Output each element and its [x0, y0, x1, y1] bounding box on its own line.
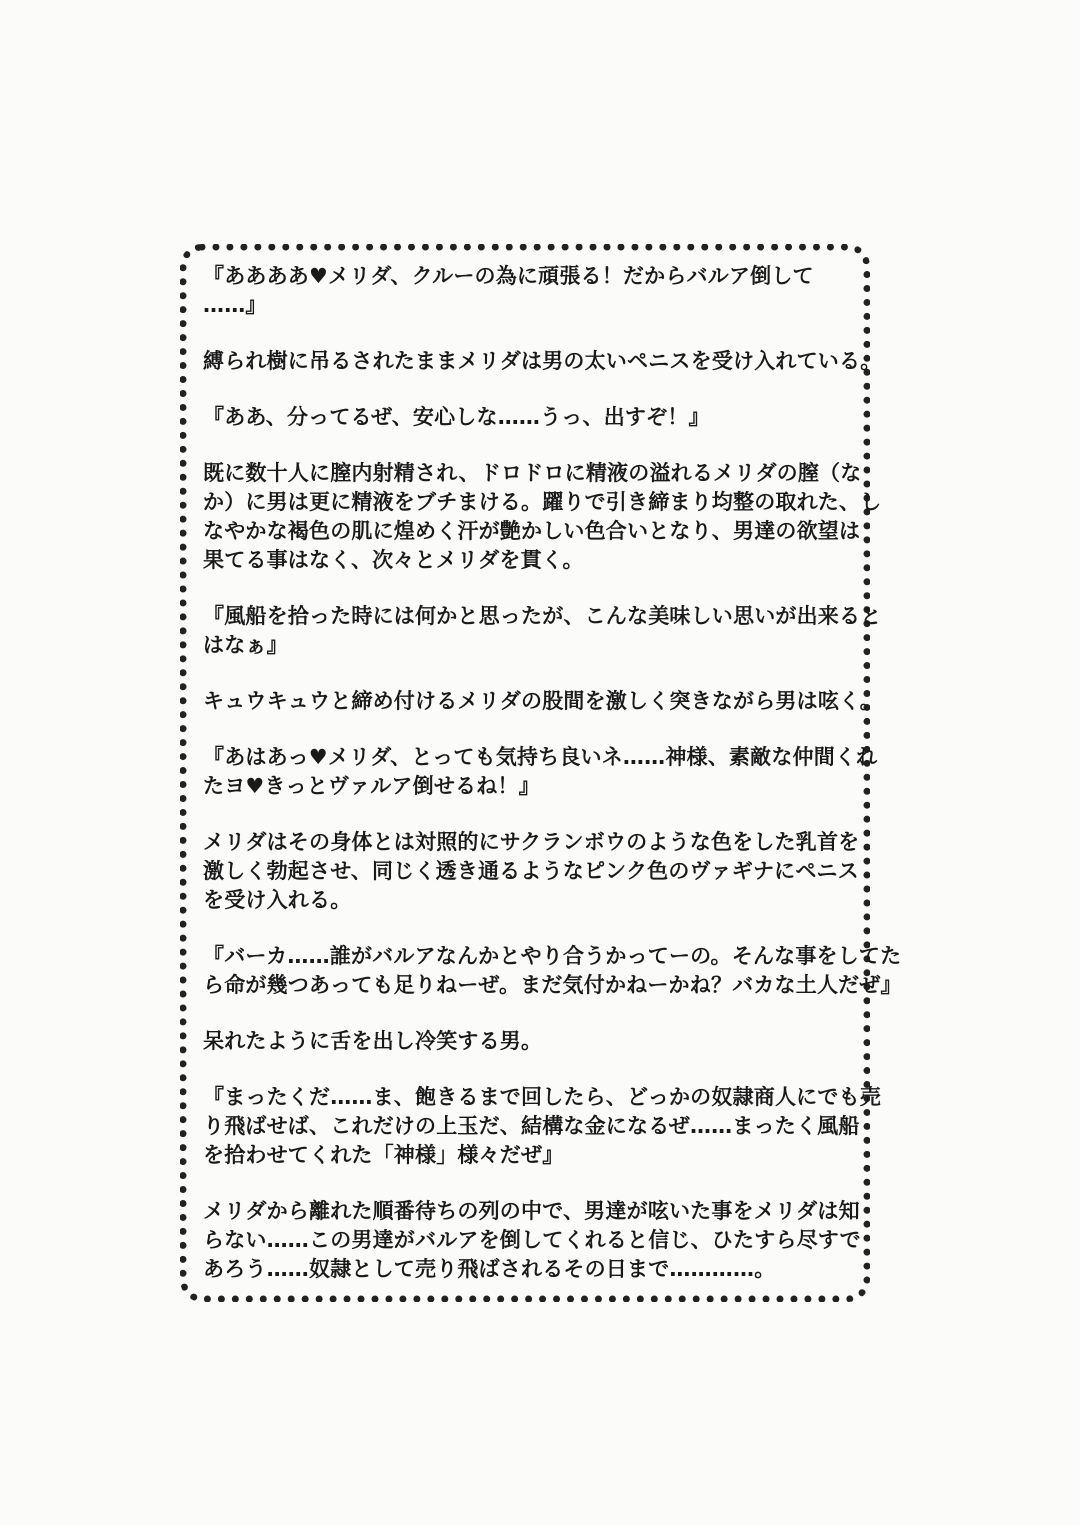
text-line: メリダから離れた順番待ちの列の中で、男達が呟いた事をメリダは知: [203, 1199, 860, 1223]
paragraph: [203, 1083, 881, 1170]
text-line: なやかな褐色の肌に煌めく汗が艶かしい色合いとなり、男達の欲望は: [203, 519, 861, 543]
text-line: を受け入れる。: [203, 888, 352, 912]
paragraph: [203, 1197, 863, 1284]
paragraph: [203, 828, 863, 915]
text-line: 呆れたように舌を出し冷笑する男。: [203, 1029, 543, 1053]
paragraph: [203, 602, 882, 660]
text-line: らない……この男達がバルアを倒してくれると信じ、ひたすら尽すで: [203, 1228, 861, 1252]
text-line: 『ああ、分ってるぜ、安心しな……うっ、出すぞ！』: [203, 405, 710, 429]
story-text-block: [203, 262, 902, 1311]
paragraph: [203, 347, 882, 376]
text-line: 『まったくだ……ま、飽きるまで回したら、どっかの奴隷商人にでも売: [203, 1085, 881, 1109]
text-line: 縛られ樹に吊るされたままメリダは男の太いペニスを受け入れている。: [203, 349, 882, 373]
text-line: 果てる事はなく、次々とメリダを貫く。: [203, 548, 584, 572]
text-line: り飛ばせば、これだけの上玉だ、結構な金になるぜ……まったく風船: [203, 1114, 860, 1138]
text-line: 『あはあっ♥メリダ、とっても気持ち良いネ……神様、素敵な仲間くれ: [203, 745, 878, 769]
text-line: はなぁ』: [203, 633, 288, 657]
paragraph: [203, 942, 902, 1000]
paragraph: [203, 262, 863, 320]
text-line: 激しく勃起させ、同じく透き通るようなピンク色のヴァギナにペニス: [203, 859, 859, 883]
paragraph: [203, 403, 863, 432]
paragraph: [203, 687, 881, 716]
text-line: 『バーカ……誰がバルアなんかとやり合うかってーの。そんな事をしてた: [203, 944, 902, 968]
text-line: あろう……奴隷として売り飛ばされるその日まで…………。: [203, 1257, 776, 1281]
text-line: キュウキュウと締め付けるメリダの股間を激しく突きながら男は呟く。: [203, 689, 881, 713]
text-line: 『ああああ♥メリダ、クルーの為に頑張る！だからバルア倒して: [203, 264, 814, 288]
text-line: 既に数十人に膣内射精され、ドロドロに精液の溢れるメリダの膣（な: [203, 461, 862, 485]
text-line: たヨ♥きっとヴァルア倒せるね！』: [203, 774, 540, 798]
paragraph: [203, 459, 882, 575]
text-line: メリダはその身体とは対照的にサクランボウのような色をした乳首を: [203, 830, 860, 854]
paragraph: [203, 743, 878, 801]
text-line: を拾わせてくれた「神様」様々だぜ』: [203, 1143, 564, 1167]
text-line: ら命が幾つあっても足りねーぜ。まだ気付かねーかね？バカな土人だぜ』: [203, 973, 902, 997]
text-line: ……』: [203, 293, 267, 317]
text-line: 『風船を拾った時には何かと思ったが、こんな美味しい思いが出来ると: [203, 604, 882, 628]
paragraph: [203, 1027, 863, 1056]
text-line: か）に男は更に精液をブチまける。躍りで引き締まり均整の取れた、し: [203, 490, 882, 514]
